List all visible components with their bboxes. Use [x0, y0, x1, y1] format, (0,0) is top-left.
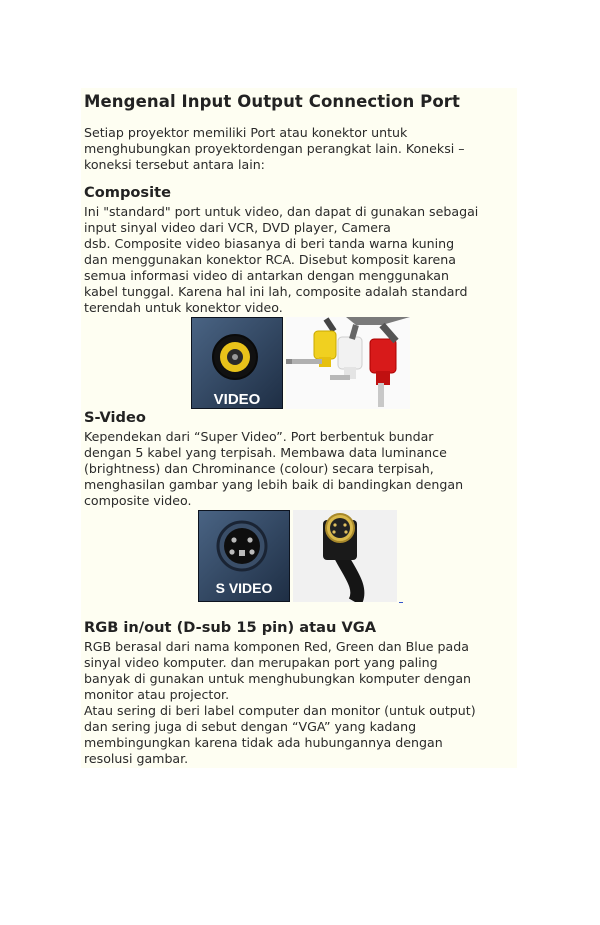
- vga-line: resolusi gambar.: [84, 751, 189, 766]
- vga-line: sinyal video komputer. dan merupakan port yang paling: [84, 655, 438, 670]
- vga-heading: RGB in/out (D-sub 15 pin) atau VGA: [84, 619, 377, 636]
- vga-line: banyak di gunakan untuk menghubungkan komputer dengan: [84, 671, 472, 686]
- svideo-line: dengan 5 kabel yang terpisah. Membawa data luminance: [84, 445, 447, 460]
- svideo-line: composite video.: [84, 493, 192, 508]
- intro-line: menghubungkan proyektordengan perangkat lain. Koneksi –: [84, 141, 465, 156]
- composite-line: input sinyal video dari VCR, DVD player, Camera: [84, 220, 391, 235]
- svideo-heading: S-Video: [84, 409, 146, 426]
- composite-line: Ini "standard" port untuk video, dan dapat di gunakan sebagai: [84, 204, 479, 219]
- svideo-port-graphic: [198, 510, 290, 602]
- vga-line: dan sering juga di sebut dengan “VGA” yang kadang: [84, 719, 417, 734]
- composite-heading: Composite: [84, 184, 171, 201]
- vga-line: monitor atau projector.: [84, 687, 230, 702]
- intro-line: Setiap proyektor memiliki Port atau konektor untuk: [84, 125, 408, 140]
- image-link-marker[interactable]: [399, 602, 403, 603]
- composite-port-graphic: [191, 317, 283, 409]
- svideo-cable-image: [293, 510, 397, 602]
- svideo-line: Kependekan dari “Super Video”. Port berbentuk bundar: [84, 429, 434, 444]
- svideo-line: (brightness) dan Chrominance (colour) secara terpisah,: [84, 461, 434, 476]
- composite-line: dsb. Composite video biasanya di beri tanda warna kuning: [84, 236, 455, 251]
- composite-port-label: VIDEO: [213, 391, 261, 408]
- svideo-port-label: S VIDEO: [215, 580, 273, 596]
- rca-cables-image: [286, 317, 410, 409]
- vga-paragraph: [84, 639, 476, 767]
- composite-line: terendah untuk konektor video.: [84, 300, 283, 315]
- page-title: Mengenal Input Output Connection Port: [84, 92, 460, 111]
- intro-paragraph: [84, 125, 465, 173]
- composite-port-image: [191, 317, 283, 409]
- document-page: [81, 88, 517, 768]
- svideo-paragraph: [84, 429, 463, 509]
- composite-line: semua informasi video di antarkan dengan menggunakan: [84, 268, 449, 283]
- vga-line: Atau sering di beri label computer dan monitor (untuk output): [84, 703, 476, 718]
- svideo-line: menghasilan gambar yang lebih baik di bandingkan dengan: [84, 477, 464, 492]
- svideo-port-image: [198, 510, 290, 602]
- composite-paragraph: [84, 204, 478, 316]
- vga-line: membingungkan karena tidak ada hubungannya dengan: [84, 735, 443, 750]
- intro-line: koneksi tersebut antara lain:: [84, 157, 265, 172]
- composite-line: kabel tunggal. Karena hal ini lah, composite adalah standard: [84, 284, 468, 299]
- composite-line: dan menggunakan konektor RCA. Disebut komposit karena: [84, 252, 456, 267]
- vga-line: RGB berasal dari nama komponen Red, Green dan Blue pada: [84, 639, 469, 654]
